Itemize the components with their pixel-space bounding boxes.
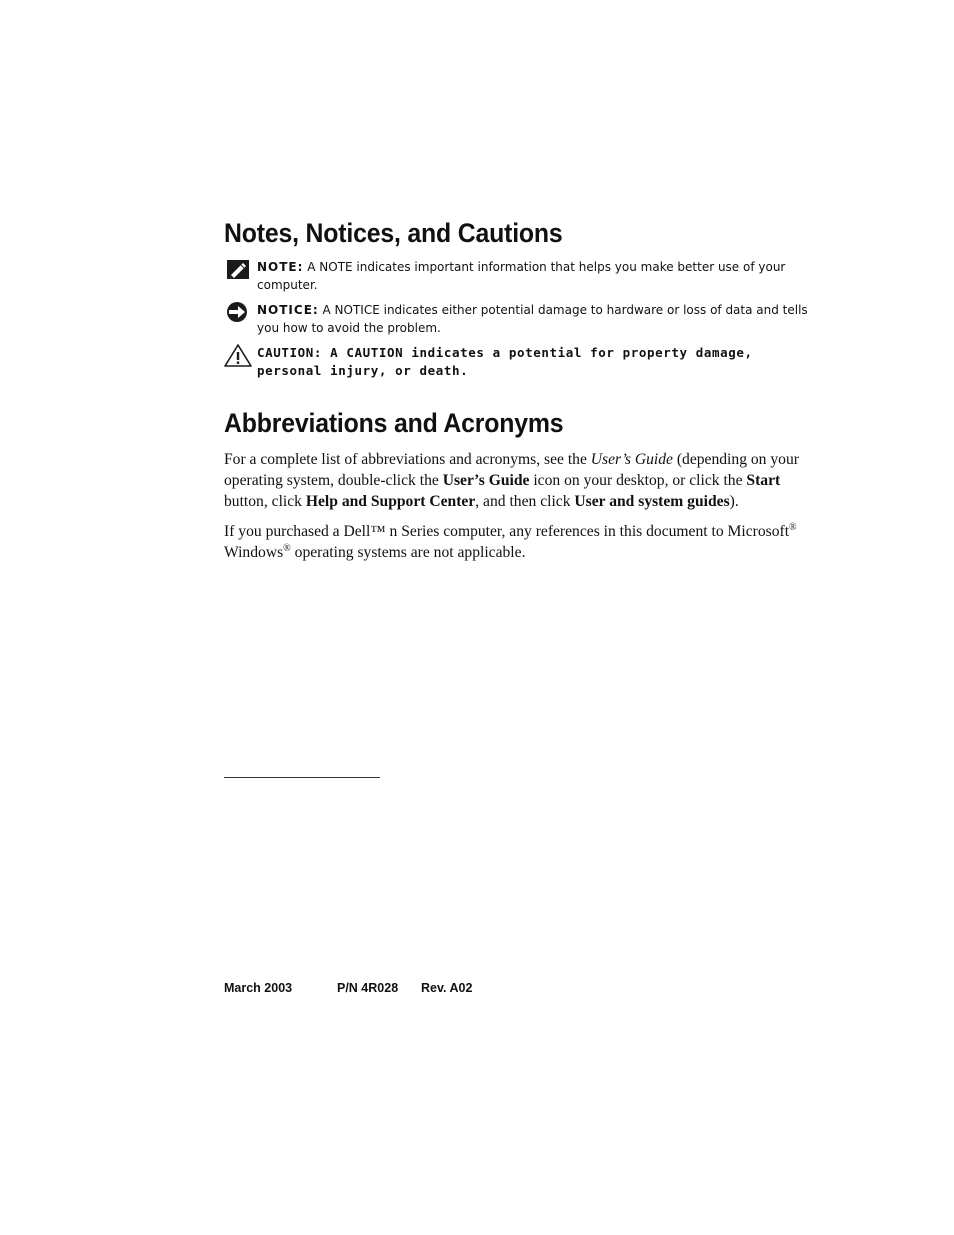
para1-text-7: button, click xyxy=(224,492,306,510)
para1-text-9: , and then click xyxy=(475,492,575,510)
para2-text-3: operating systems are not applicable. xyxy=(290,543,526,561)
notice-text xyxy=(257,302,815,337)
users-guide-title: User’s Guide xyxy=(590,451,673,468)
caution-text: CAUTION: A CAUTION indicates a potential for property damage, personal injury, or death. xyxy=(257,345,753,378)
registered-mark: ® xyxy=(789,521,797,533)
start-button-label: Start xyxy=(746,471,781,489)
para2-text-2: Windows xyxy=(224,543,284,561)
footer-part-number: P/N 4R028 xyxy=(337,981,399,995)
para1-text-5: icon on your desktop, or click the xyxy=(529,471,747,489)
notice-body: A NOTICE indicates either potential damage to hardware or loss of data and tells you how to avoid the problem. xyxy=(257,303,808,335)
user-system-guides-label: User and system guides xyxy=(574,492,730,510)
abbreviations-paragraph xyxy=(224,450,816,512)
n-series-paragraph xyxy=(224,522,816,564)
para1-text-11: ). xyxy=(729,492,739,510)
note-label: NOTE: xyxy=(257,260,304,274)
notes-heading: Notes, Notices, and Cautions xyxy=(224,218,563,248)
registered-mark: ® xyxy=(283,542,291,554)
pencil-note-icon xyxy=(224,259,252,283)
footer-date: March 2003 xyxy=(224,981,293,995)
footnote-divider xyxy=(224,777,380,778)
help-support-center-label: Help and Support Center xyxy=(305,492,476,510)
notice-label: NOTICE: xyxy=(257,303,319,317)
footer-revision: Rev. A02 xyxy=(421,981,473,995)
notice-arrow-icon xyxy=(224,302,252,326)
para2-text-1: If you purchased a Dell™ n Series computer, any references in this document to Microsoft xyxy=(224,523,790,540)
warning-triangle-icon xyxy=(224,344,252,368)
para1-text-1: For a complete list of abbreviations and acronyms, see the xyxy=(224,451,591,468)
para1-text-3: (depending on your operating system, double-click the xyxy=(224,451,799,489)
note-text xyxy=(257,259,815,294)
abbreviations-heading: Abbreviations and Acronyms xyxy=(224,408,564,438)
users-guide-icon-label: User’s Guide xyxy=(442,471,530,489)
note-body: A NOTE indicates important information that helps you make better use of your computer. xyxy=(257,260,786,292)
